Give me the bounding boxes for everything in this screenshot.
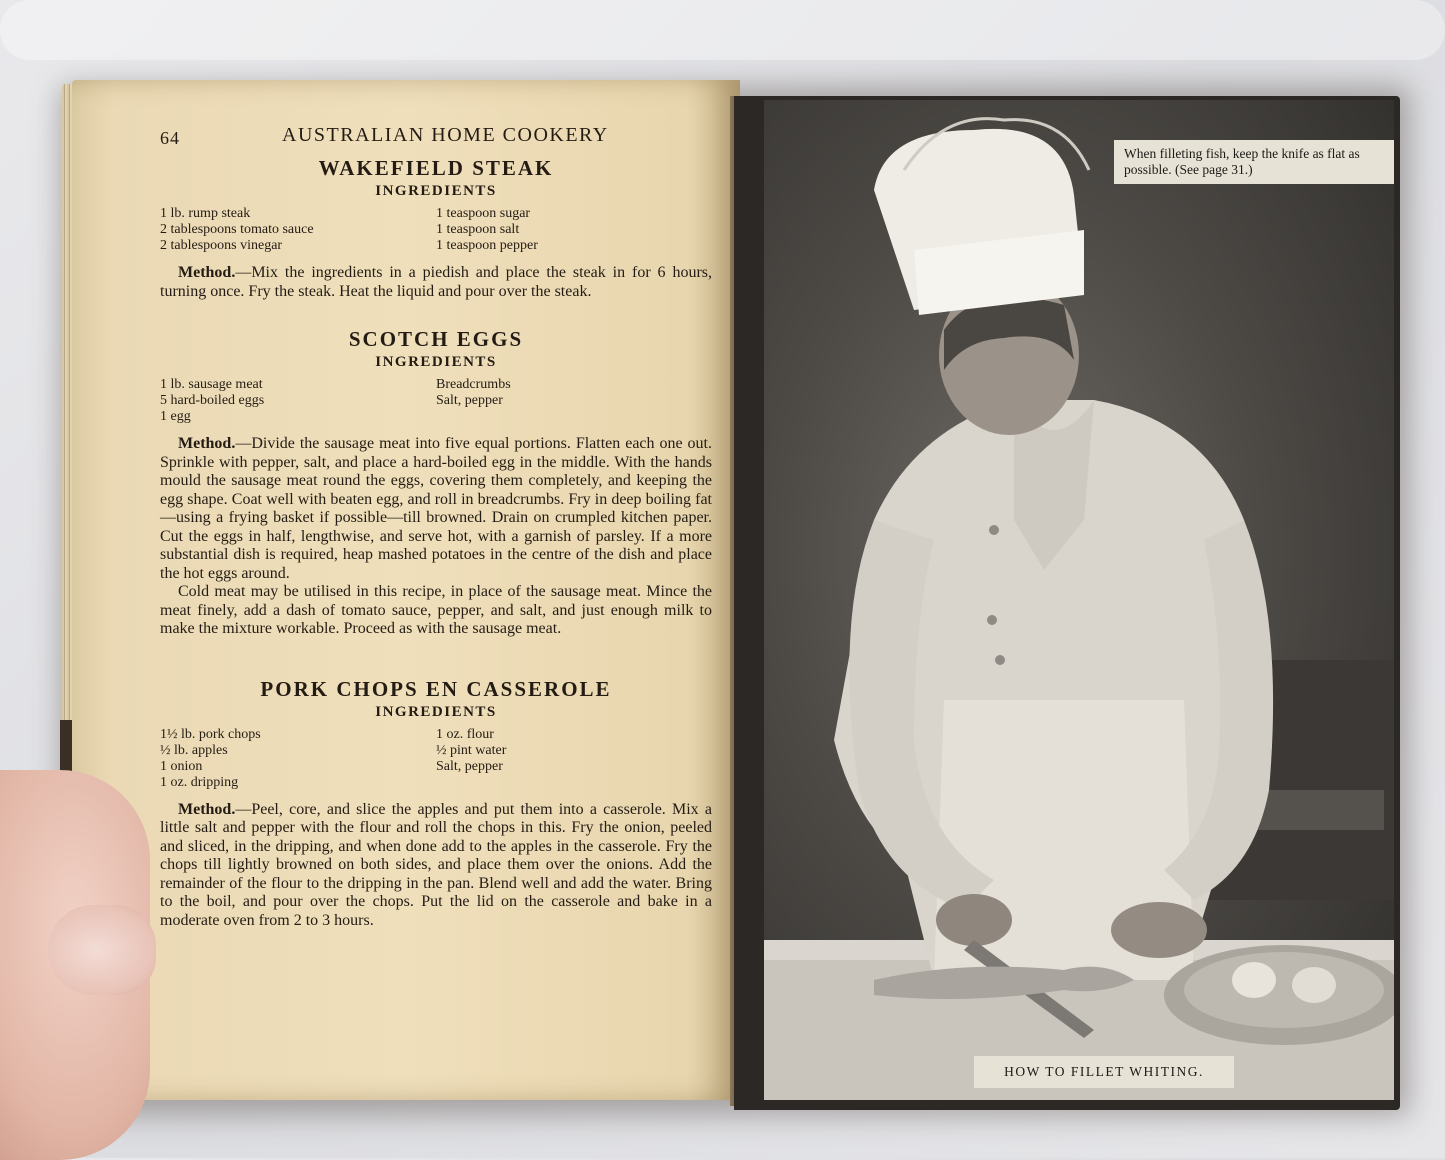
ingredients-list: [160, 377, 712, 425]
chef-illustration: [764, 100, 1394, 1100]
method-text: —Divide the sausage meat into five equal portions. Flatten each one out. Sprinkle with pepper, salt, and place a hard-boiled egg in the middle. With the hands mould the sausage meat round the eggs, covering them completely, and keeping the egg shape. Coat well with beaten egg, and roll in breadcrumbs. Fry in deep boiling fat—using a frying basket if possible—till browned. Drain on crumpled kitchen paper. Cut the eggs in half, lengthwise, and serve hot, with a garnish of parsley. If a more substantial dish is required, heap mashed potatoes in the centre of the dish and place the hot eggs around.: [160, 435, 712, 582]
ingredient-item: 1 oz. flour: [436, 726, 494, 742]
method-label: Method.: [178, 435, 236, 452]
running-head: [160, 118, 712, 148]
ingredients-left-column: [160, 727, 436, 791]
ingredient-item: ½ pint water: [436, 742, 507, 758]
ingredient-item: 1 oz. dripping: [160, 774, 239, 790]
recipe-wakefield-steak: [160, 156, 712, 301]
hand-finger: [48, 905, 156, 995]
recipe-title: SCOTCH EGGS: [348, 327, 524, 351]
method-label: Method.: [178, 800, 236, 818]
recipe-title: PORK CHOPS EN CASSEROLE: [260, 676, 612, 701]
page-number: 64: [160, 128, 180, 148]
method-text: —Peel, core, and slice the apples and put them into a casserole. Mix a little salt and pepper with the flour and roll the chops in this. Fry the onion, peeled and sliced, in the dripping, and when done add to the apples in the casserole. Fry the chops till lightly browned on both sides, and place them over the onions. Add the remainder of the flour to the dripping in the pan. Blend well and add the water. Bring to the boil, and pour over the chops. Put the lid on the casserole and bake in a moderate oven from 2 to 3 hours.: [160, 800, 712, 929]
ingredient-item: 1 teaspoon salt: [436, 222, 520, 237]
ingredient-item: 1 lb. rump steak: [160, 206, 251, 221]
left-page: [72, 80, 740, 1100]
ingredient-item: Salt, pepper: [436, 393, 503, 408]
method-paragraph: [160, 264, 712, 301]
bed-sheet: [0, 0, 1445, 60]
ingredients-right-column: [436, 727, 712, 791]
method-note: Cold meat may be utilised in this recipe, in place of the sausage meat. Mince the meat finely, add a dash of tomato sauce, pepper, and salt, and just enough milk to make the mixture workable. Proceed as with the sausage meat.: [160, 583, 712, 637]
left-page-content: [160, 118, 712, 930]
photo-caption-bottom: HOW TO FILLET WHITING.: [974, 1056, 1234, 1088]
method-paragraph: [160, 435, 712, 583]
ingredient-item: 2 tablespoons vinegar: [160, 238, 283, 253]
ingredient-item: 1 teaspoon sugar: [436, 206, 531, 221]
right-page: [734, 96, 1400, 1110]
method-label: Method.: [178, 264, 236, 281]
ingredient-item: 1 lb. sausage meat: [160, 377, 263, 392]
ingredients-list: [160, 727, 712, 791]
ingredients-left-column: [160, 377, 436, 425]
ingredient-item: Breadcrumbs: [436, 377, 511, 392]
ingredients-heading: INGREDIENTS: [375, 183, 497, 199]
ingredient-item: Salt, pepper: [436, 758, 503, 774]
ingredients-left-column: [160, 206, 436, 254]
running-title: AUSTRALIAN HOME COOKERY: [282, 124, 609, 146]
method-paragraph: [160, 801, 712, 931]
chef-photograph: [764, 100, 1394, 1100]
ingredient-item: 1 teaspoon pepper: [436, 238, 538, 253]
ingredients-heading: INGREDIENTS: [375, 354, 497, 370]
recipe-pork-chops-en-casserole: [160, 677, 712, 931]
ingredient-item: 1 egg: [160, 409, 191, 424]
recipe-scotch-eggs: [160, 327, 712, 639]
recipe-title: WAKEFIELD STEAK: [318, 156, 554, 180]
ingredient-item: 1 onion: [160, 758, 203, 774]
ingredient-item: 2 tablespoons tomato sauce: [160, 222, 314, 237]
ingredients-list: [160, 206, 712, 254]
ingredients-right-column: [436, 377, 712, 425]
ingredient-item: ½ lb. apples: [160, 742, 228, 758]
ingredients-heading: INGREDIENTS: [375, 703, 497, 720]
method-text: —Mix the ingredients in a piedish and place the steak in for 6 hours, turning once. Fry the steak. Heat the liquid and pour over the steak.: [160, 264, 712, 300]
ingredient-item: 1½ lb. pork chops: [160, 726, 261, 742]
ingredient-item: 5 hard-boiled eggs: [160, 393, 265, 408]
ingredients-right-column: [436, 206, 712, 254]
photo-caption-top: When filleting fish, keep the knife as flat as possible. (See page 31.): [1114, 140, 1394, 184]
